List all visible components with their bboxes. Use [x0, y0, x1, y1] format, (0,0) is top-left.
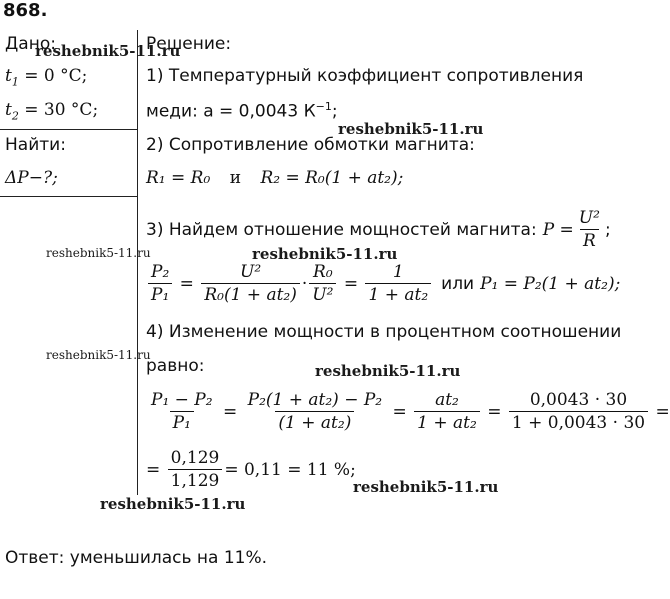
step3-denominator: R [580, 229, 599, 251]
watermark: reshebnik5-11.ru [315, 362, 461, 380]
watermark: reshebnik5-11.ru [353, 478, 499, 496]
ratio-f1-numerator: U² [240, 262, 262, 282]
step2-and: и [229, 168, 242, 188]
step2-formula-a: R₁ = R₀ [146, 168, 211, 188]
step2-formula [146, 168, 403, 188]
ratio-fraction-2 [309, 262, 336, 305]
change-f1-numerator: P₁ − P₂ [151, 390, 213, 410]
change-f2-denominator: (1 + at₂) [275, 411, 354, 433]
ratio-fraction [148, 262, 172, 305]
t1-symbol: t [5, 66, 12, 86]
final-equation: = $\frac{0,129}{1,129}$ = 0,11 = 11 %; [146, 448, 356, 491]
step1-end: ; [331, 101, 338, 122]
step3-end: ; [604, 219, 611, 240]
find-label: Найти: [5, 135, 66, 155]
step1-line1: 1) Температурный коэффициент сопротивления [146, 66, 584, 86]
change-f4-numerator: 0,0043 · 30 [529, 390, 628, 410]
given-t2 [5, 100, 98, 122]
find-divider [0, 196, 138, 197]
step1-exponent: −1 [315, 100, 332, 113]
ratio-fraction-1 [201, 262, 300, 305]
ratio-numerator: P₂ [151, 262, 170, 282]
answer: Ответ: уменьшилась на 11%. [5, 548, 268, 568]
change-fraction-4 [509, 390, 648, 433]
ratio-f2-denominator: U² [309, 283, 336, 305]
ratio-f2-numerator: R₀ [313, 262, 333, 282]
ratio-f3-numerator: 1 [392, 262, 404, 282]
ratio-result: P₁ = P₂(1 + at₂); [480, 273, 621, 294]
step3-text: 3) Найдем отношение мощностей магнита: [146, 219, 537, 240]
step3-fraction [576, 208, 603, 251]
ratio-or: или [441, 273, 475, 294]
final-denominator: 1,129 [168, 469, 223, 491]
t2-symbol: t [5, 100, 12, 120]
given-divider [0, 129, 138, 130]
final-fraction [168, 448, 223, 491]
watermark: reshebnik5-11.ru [338, 120, 484, 138]
step1-text: меди: a = 0,0043 К [146, 101, 316, 122]
change-fraction-1 [148, 390, 216, 433]
ratio-f3-denominator: 1 + at₂ [365, 283, 431, 305]
t1-subscript: 1 [11, 75, 19, 89]
change-fraction-2 [245, 390, 385, 433]
given-label: Дано: [5, 34, 56, 54]
t2-subscript: 2 [11, 109, 19, 123]
change-f4-denominator: 1 + 0,0043 · 30 [509, 411, 648, 433]
change-fraction-3 [414, 390, 480, 433]
step2-text: 2) Сопротивление обмотки магнита: [146, 135, 475, 155]
change-equation: $\frac{\text{P₁ − P₂}}{\text{P₁}}$ = $\frac{\text{P₂(1 + at₂) − P₂}}{\text{(1 + at₂)}}$ = $\frac{\text{at₂}}{\text{1 + at₂}}$ = $\frac{0,0043 \cdot 30}{1 + 0,0043 \cdot 30}$ = [146, 390, 670, 433]
change-f1-denominator: P₁ [170, 411, 194, 433]
watermark: reshebnik5-11.ru [46, 348, 151, 362]
change-f2-numerator: P₂(1 + at₂) − P₂ [247, 390, 383, 410]
step4-line1: 4) Изменение мощности в процентном соотношении [146, 322, 622, 342]
column-divider [137, 30, 138, 495]
step2-formula-b: R₂ = R₀(1 + at₂); [260, 168, 404, 188]
watermark: reshebnik5-11.ru [35, 42, 181, 60]
ratio-fraction-3 [365, 262, 431, 305]
problem-number: 868. [3, 0, 48, 21]
step4-line2: равно: [146, 356, 205, 376]
ratio-denominator: P₁ [148, 283, 172, 305]
given-t1 [5, 66, 87, 88]
change-f3-numerator: at₂ [435, 390, 459, 410]
watermark: reshebnik5-11.ru [46, 246, 151, 260]
ratio-equation: $\frac{\text{P₂}}{\text{P₁}}$ = $\frac{\text{U²}}{\text{R₀(1 + at₂)}}$ · $\frac{\text{R₀}}{\text{U²}}$ = $\frac{1}{\text{1 + at₂}}$ или P₁ = P₂(1 + at₂); [146, 262, 620, 305]
final-numerator: 0,129 [170, 448, 220, 468]
step3-numerator: U² [578, 208, 600, 228]
watermark: reshebnik5-11.ru [100, 495, 246, 513]
step1-line2 [146, 100, 338, 122]
solution-header: Решение: [146, 34, 232, 54]
change-f3-denominator: 1 + at₂ [414, 411, 480, 433]
ratio-f1-denominator: R₀(1 + at₂) [201, 283, 300, 305]
final-result: = 0,11 = 11 %; [224, 459, 356, 480]
find-item: ΔP−?; [5, 168, 58, 188]
watermark: reshebnik5-11.ru [252, 245, 398, 263]
t2-value: = 30 °C; [18, 100, 99, 120]
t1-value: = 0 °C; [18, 66, 88, 86]
step3-lhs: P = [542, 219, 574, 240]
